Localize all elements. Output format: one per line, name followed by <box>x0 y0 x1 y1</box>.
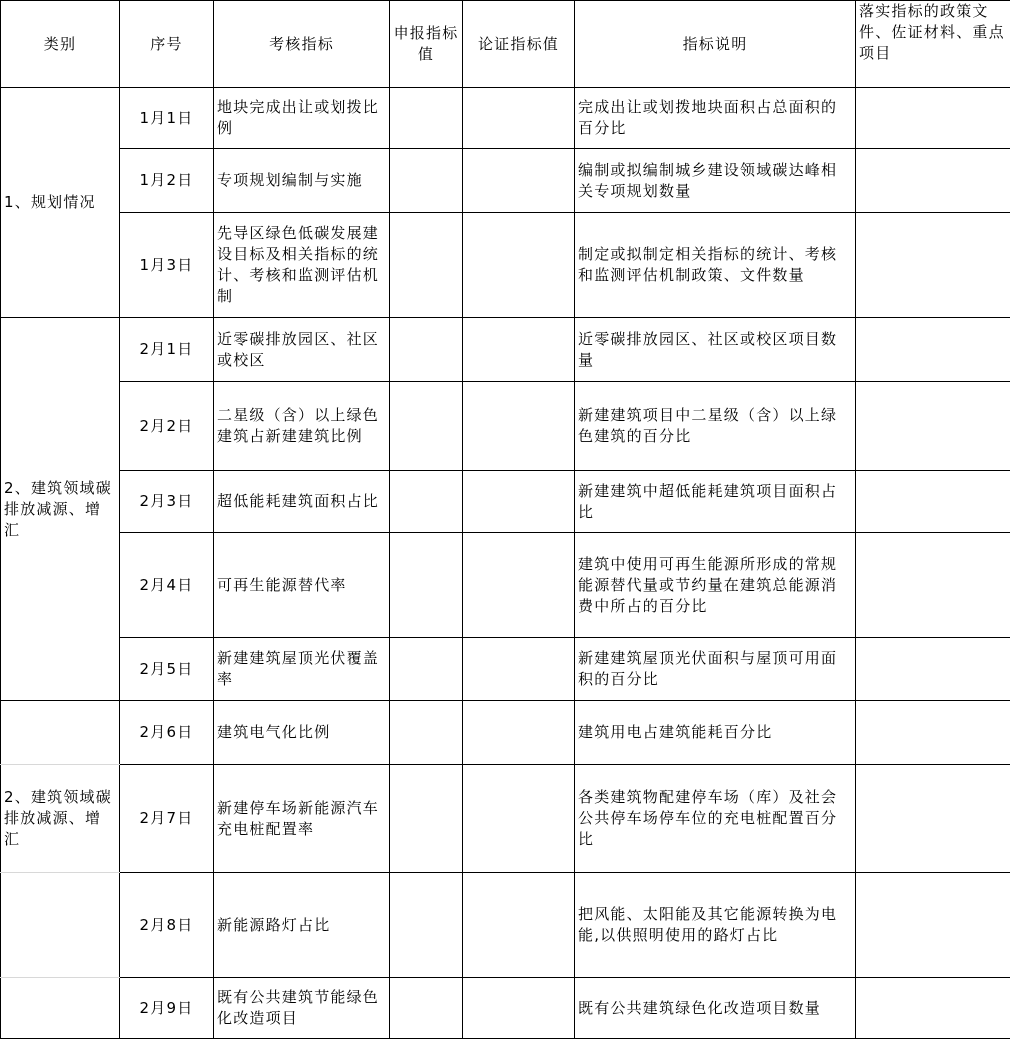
header-declared-value: 申报指标值 <box>390 1 463 88</box>
category-blank-cell <box>1 873 120 978</box>
table-row <box>1 318 1010 382</box>
row-indicator: 专项规划编制与实施 <box>214 149 390 213</box>
row-verified-value[interactable] <box>463 213 575 318</box>
row-verified-value[interactable] <box>463 873 575 978</box>
header-indicator: 考核指标 <box>214 1 390 88</box>
table-row <box>1 471 1010 533</box>
table-row <box>1 213 1010 318</box>
table-row <box>1 638 1010 701</box>
row-description: 制定或拟制定相关指标的统计、考核和监测评估机制政策、文件数量 <box>575 213 856 318</box>
table-row <box>1 533 1010 638</box>
row-indicator: 超低能耗建筑面积占比 <box>214 471 390 533</box>
row-number: 2月4日 <box>120 533 214 638</box>
table-row <box>1 88 1010 149</box>
table-row <box>1 701 1010 765</box>
row-declared-value[interactable] <box>390 149 463 213</box>
row-verified-value[interactable] <box>463 533 575 638</box>
row-evidence[interactable] <box>856 638 1010 701</box>
row-verified-value[interactable] <box>463 638 575 701</box>
row-indicator: 新能源路灯占比 <box>214 873 390 978</box>
row-number: 2月9日 <box>120 978 214 1039</box>
row-evidence[interactable] <box>856 149 1010 213</box>
row-declared-value[interactable] <box>390 873 463 978</box>
header-verified-value: 论证指标值 <box>463 1 575 88</box>
category-blank-cell <box>1 978 120 1039</box>
row-evidence[interactable] <box>856 213 1010 318</box>
row-evidence[interactable] <box>856 471 1010 533</box>
row-description: 近零碳排放园区、社区或校区项目数量 <box>575 318 856 382</box>
category-building-repeat: 2、建筑领域碳排放减源、增汇 <box>1 765 120 873</box>
row-evidence[interactable] <box>856 533 1010 638</box>
category-planning: 1、规划情况 <box>1 88 120 318</box>
row-description: 新建建筑项目中二星级（含）以上绿色建筑的百分比 <box>575 382 856 471</box>
row-verified-value[interactable] <box>463 318 575 382</box>
row-evidence[interactable] <box>856 978 1010 1039</box>
row-number: 2月3日 <box>120 471 214 533</box>
table-row <box>1 149 1010 213</box>
row-description: 各类建筑物配建停车场（库）及社会公共停车场停车位的充电桩配置百分比 <box>575 765 856 873</box>
row-evidence[interactable] <box>856 318 1010 382</box>
row-declared-value[interactable] <box>390 765 463 873</box>
row-indicator: 先导区绿色低碳发展建设目标及相关指标的统计、考核和监测评估机制 <box>214 213 390 318</box>
row-verified-value[interactable] <box>463 88 575 149</box>
row-number: 2月5日 <box>120 638 214 701</box>
row-description: 完成出让或划拨地块面积占总面积的百分比 <box>575 88 856 149</box>
row-number: 1月3日 <box>120 213 214 318</box>
row-number: 1月1日 <box>120 88 214 149</box>
row-declared-value[interactable] <box>390 471 463 533</box>
row-indicator: 地块完成出让或划拨比例 <box>214 88 390 149</box>
row-declared-value[interactable] <box>390 978 463 1039</box>
row-declared-value[interactable] <box>390 701 463 765</box>
row-indicator: 建筑电气化比例 <box>214 701 390 765</box>
row-description: 建筑用电占建筑能耗百分比 <box>575 701 856 765</box>
row-indicator: 新建建筑屋顶光伏覆盖率 <box>214 638 390 701</box>
row-description: 编制或拟编制城乡建设领域碳达峰相关专项规划数量 <box>575 149 856 213</box>
row-indicator: 可再生能源替代率 <box>214 533 390 638</box>
row-number: 2月1日 <box>120 318 214 382</box>
row-number: 2月7日 <box>120 765 214 873</box>
row-declared-value[interactable] <box>390 638 463 701</box>
row-verified-value[interactable] <box>463 978 575 1039</box>
row-number: 1月2日 <box>120 149 214 213</box>
table-row <box>1 873 1010 978</box>
row-indicator: 既有公共建筑节能绿色化改造项目 <box>214 978 390 1039</box>
row-evidence[interactable] <box>856 701 1010 765</box>
row-indicator: 新建停车场新能源汽车充电桩配置率 <box>214 765 390 873</box>
row-verified-value[interactable] <box>463 382 575 471</box>
row-description: 把风能、太阳能及其它能源转换为电能,以供照明使用的路灯占比 <box>575 873 856 978</box>
header-evidence: 落实指标的政策文件、佐证材料、重点项目 <box>856 1 1010 88</box>
row-declared-value[interactable] <box>390 88 463 149</box>
row-indicator: 近零碳排放园区、社区或校区 <box>214 318 390 382</box>
row-evidence[interactable] <box>856 873 1010 978</box>
row-evidence[interactable] <box>856 88 1010 149</box>
row-declared-value[interactable] <box>390 533 463 638</box>
row-description: 新建建筑屋顶光伏面积与屋顶可用面积的百分比 <box>575 638 856 701</box>
row-verified-value[interactable] <box>463 765 575 873</box>
row-declared-value[interactable] <box>390 382 463 471</box>
table-row <box>1 382 1010 471</box>
row-verified-value[interactable] <box>463 149 575 213</box>
row-description: 新建建筑中超低能耗建筑项目面积占比 <box>575 471 856 533</box>
header-row <box>1 1 1010 88</box>
row-evidence[interactable] <box>856 765 1010 873</box>
table-row <box>1 765 1010 873</box>
header-number: 序号 <box>120 1 214 88</box>
row-declared-value[interactable] <box>390 318 463 382</box>
row-indicator: 二星级（含）以上绿色建筑占新建建筑比例 <box>214 382 390 471</box>
row-number: 2月6日 <box>120 701 214 765</box>
header-category: 类别 <box>1 1 120 88</box>
header-description: 指标说明 <box>575 1 856 88</box>
row-description: 既有公共建筑绿色化改造项目数量 <box>575 978 856 1039</box>
category-building: 2、建筑领域碳排放减源、增汇 <box>1 318 120 701</box>
row-description: 建筑中使用可再生能源所形成的常规能源替代量或节约量在建筑总能源消费中所占的百分比 <box>575 533 856 638</box>
row-verified-value[interactable] <box>463 701 575 765</box>
row-declared-value[interactable] <box>390 213 463 318</box>
table-row <box>1 978 1010 1039</box>
category-blank-cell <box>1 701 120 765</box>
row-number: 2月8日 <box>120 873 214 978</box>
row-number: 2月2日 <box>120 382 214 471</box>
row-verified-value[interactable] <box>463 471 575 533</box>
row-evidence[interactable] <box>856 382 1010 471</box>
